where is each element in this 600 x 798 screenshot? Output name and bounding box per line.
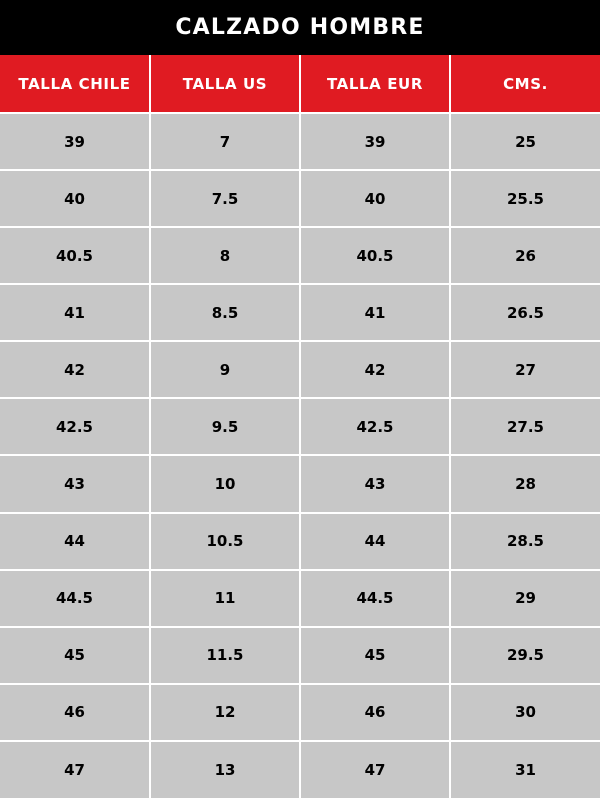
- cell-talla-us: 12: [150, 684, 300, 741]
- cell-talla-chile: 43: [0, 455, 150, 512]
- cell-talla-chile: 44.5: [0, 570, 150, 627]
- table-row: [0, 170, 600, 227]
- cell-talla-eur: 47: [300, 741, 450, 798]
- cell-talla-chile: 41: [0, 284, 150, 341]
- cell-talla-eur: 44.5: [300, 570, 450, 627]
- table-header-row: [0, 55, 600, 113]
- cell-talla-eur: 42: [300, 341, 450, 398]
- cell-talla-us: 7: [150, 113, 300, 170]
- cell-cms: 27: [450, 341, 600, 398]
- table-header: [0, 55, 600, 113]
- cell-talla-us: 9: [150, 341, 300, 398]
- cell-cms: 29.5: [450, 627, 600, 684]
- cell-talla-us: 10: [150, 455, 300, 512]
- cell-talla-chile: 45: [0, 627, 150, 684]
- cell-talla-chile: 40.5: [0, 227, 150, 284]
- column-header-talla-eur: TALLA EUR: [300, 55, 450, 113]
- cell-talla-us: 10.5: [150, 513, 300, 570]
- table-row: [0, 741, 600, 798]
- cell-talla-chile: 47: [0, 741, 150, 798]
- cell-cms: 29: [450, 570, 600, 627]
- cell-talla-us: 9.5: [150, 398, 300, 455]
- cell-talla-chile: 40: [0, 170, 150, 227]
- table-row: [0, 398, 600, 455]
- table-row: [0, 455, 600, 512]
- cell-talla-eur: 44: [300, 513, 450, 570]
- cell-talla-eur: 40.5: [300, 227, 450, 284]
- cell-cms: 30: [450, 684, 600, 741]
- cell-cms: 28.5: [450, 513, 600, 570]
- cell-talla-eur: 45: [300, 627, 450, 684]
- cell-talla-chile: 44: [0, 513, 150, 570]
- cell-cms: 26.5: [450, 284, 600, 341]
- column-header-cms: CMS.: [450, 55, 600, 113]
- cell-cms: 25.5: [450, 170, 600, 227]
- cell-talla-us: 7.5: [150, 170, 300, 227]
- cell-cms: 31: [450, 741, 600, 798]
- cell-talla-eur: 40: [300, 170, 450, 227]
- table-row: [0, 627, 600, 684]
- cell-talla-eur: 42.5: [300, 398, 450, 455]
- column-header-talla-chile: TALLA CHILE: [0, 55, 150, 113]
- cell-talla-us: 11: [150, 570, 300, 627]
- cell-talla-chile: 46: [0, 684, 150, 741]
- column-header-talla-us: TALLA US: [150, 55, 300, 113]
- table-row: [0, 284, 600, 341]
- cell-talla-eur: 46: [300, 684, 450, 741]
- cell-cms: 28: [450, 455, 600, 512]
- cell-cms: 26: [450, 227, 600, 284]
- cell-talla-eur: 43: [300, 455, 450, 512]
- table-row: [0, 513, 600, 570]
- cell-talla-eur: 41: [300, 284, 450, 341]
- table-row: [0, 684, 600, 741]
- cell-cms: 27.5: [450, 398, 600, 455]
- cell-talla-us: 8.5: [150, 284, 300, 341]
- cell-talla-chile: 39: [0, 113, 150, 170]
- size-chart-table: [0, 55, 600, 798]
- table-row: [0, 113, 600, 170]
- page-title: CALZADO HOMBRE: [0, 0, 600, 55]
- cell-talla-eur: 39: [300, 113, 450, 170]
- table-row: [0, 341, 600, 398]
- table-row: [0, 570, 600, 627]
- cell-cms: 25: [450, 113, 600, 170]
- cell-talla-us: 8: [150, 227, 300, 284]
- cell-talla-us: 11.5: [150, 627, 300, 684]
- table-body: [0, 113, 600, 798]
- table-row: [0, 227, 600, 284]
- cell-talla-chile: 42.5: [0, 398, 150, 455]
- cell-talla-us: 13: [150, 741, 300, 798]
- cell-talla-chile: 42: [0, 341, 150, 398]
